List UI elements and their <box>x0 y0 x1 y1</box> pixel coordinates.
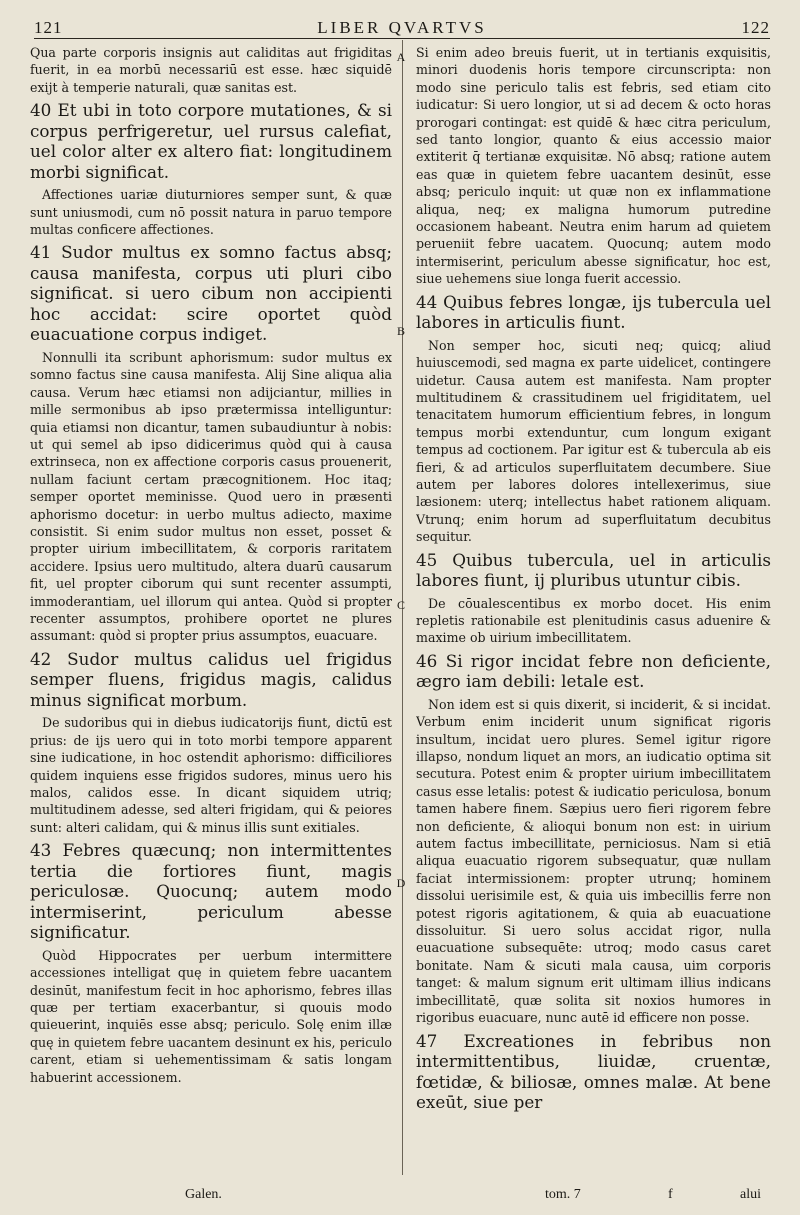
commentary-45: De cōualescentibus ex morbo docet. His enim repletis rationabile est plenitudinis casus aduenire & maxime ob uirium imbecillitatem. <box>416 595 771 646</box>
aphorism-44: 44 Quibus febres longæ, ijs tubercula uel labores in articulis fiunt. <box>416 291 771 333</box>
aphorism-42: 42 Sudor multus calidus uel frigidus semper fluens, frigidus magis, calidus minus significat morbum. <box>30 648 392 710</box>
margin-letter-b: B <box>396 324 405 338</box>
aphorism-40: 40 Et ubi in toto corpore mutationes, & si corpus perfrigeretur, uel rursus calefiat, uel color alter ex altero fiat: longitudinem morbi significat. <box>30 100 392 182</box>
running-title: LIBER QVARTVS <box>317 18 487 37</box>
commentary-42: De sudoribus qui in diebus iudicatorijs fiunt, dictū est prius: de ijs uero qui in toto morbi tempore apparent sine iudicatione, in hoc ostendit aphorismo: difficiliores quidem inquiens esse frigidos sudores, minus uero his malos, calidos esse. In dicant siquidem utriq; multitudinem adesse, sed alteri frigidam, qui & peiores sunt: alteri calidam, qui & minus illis sunt exitiales. <box>30 715 392 835</box>
signature-letter: f <box>668 1187 673 1202</box>
right-column <box>416 44 771 1173</box>
running-header <box>34 18 770 39</box>
commentary-46: Non idem est si quis dixerit, si inciderit, & si incidat. Verbum enim inciderit unum significat rigoris insultum, incidat uero plures. Semel igitur rigore illapso, nondum liquet an mors, an iudicatio optima sit secutura. Potest enim & propter uirium imbecillitatem casus esse letalis: potest & iudicatio periculosa, bonum tamen habere finem. Sæpius uero fieri rigorem febre non deficiente, & alioqui bonum non est: in uirium autem factus imbecillitate, perniciosus. Nam si etiā aliqua euacuatio rigorem subsequatur, quæ nullam faciat intermissionem: propter utrunq; hominem dissolui uerisimile est, & quia uis imbecillis ferre non potest rigoris agitationem, & quia ab euacuatione dissoluitur. Si uero solus accidat rigor, nulla euacuatione subsequēte: utroq; modo casus caret bonitate. Nam & sicuti mala causa, uim corporis tanget: & malum signum erit ultimam illius indicans imbecillitatē, quæ solita sit noxios humores in rigoribus euacuare, nunc autē id efficere non posse. <box>416 696 771 1026</box>
left-column <box>30 44 392 1173</box>
aphorism-43: 43 Febres quæcunq; non intermittentes tertia die fortiores fiunt, magis periculosæ. Quocunq; autem modo intermiserint, periculum abesse significatur. <box>30 840 392 943</box>
continued-commentary: Qua parte corporis insignis aut caliditas aut frigiditas fuerit, in ea morbū necessariū est esse. hæc siquidē exijt à temperie naturali, quæ sanitas est. <box>30 45 392 95</box>
margin-letter-d: D <box>396 876 406 890</box>
page-number-right: 122 <box>741 18 770 37</box>
aphorism-41: 41 Sudor multus ex somno factus absq; causa manifesta, corpus uti pluri cibo significat. si uero cibum non accipienti hoc accidat: scire oportet quòd euacuatione corpus indiget. <box>30 242 392 345</box>
margin-letter-a: A <box>396 50 406 64</box>
commentary-41: Nonnulli ita scribunt aphorismum: sudor multus ex somno factus sine causa manifesta. Alij Sine aliqua alia causa. Verum hæc etiamsi non adijciantur, millies in mille sermonibus ab ipso prætermissa intelliguntur: quia etiamsi non dicantur, tamen subaudiuntur à nobis: ut qui semel ab ipso didicerimus quòd qui à causa extrinseca, non ex affectione corporis casus prouenerit, nullam faciunt certam præcognitionem. Hoc itaq; semper oportet meminisse. Quod uero in præsenti aphorismo docetur: in uerbo multus adiecto, maxime consistit. Si enim sudor multus non esset, posset & propter uirium imbecillitatem, & corporis raritatem accidere. Ipsius uero multitudo, altera duarū causarum fit, uel propter ciborum qui sunt recenter assumpti, immoderantiam, uel illorum qui antea. Quòd si propter recenter assumptos, prohibere oportet ne plures assumant: quòd si propter prius assumptos, euacuare. <box>30 349 392 644</box>
catchword-right: alui <box>740 1187 761 1202</box>
commentary-43: Quòd Hippocrates per uerbum intermittere accessiones intelligat quę in quietem febre uacantem desinūt, manifestum fecit in hoc aphorismo, febres illas quæ per tertiam exacerbantur, si quouis modo quieuerint, inquiēs esse absq; periculo. Solę enim illæ quę in quietem febre uacantem desinunt ex his, periculo carent, etiam si uehementissimam & satis longam habuerint accessionem. <box>30 947 392 1085</box>
signature-mark: tom. 7 <box>545 1187 581 1202</box>
catchword-left: Galen. <box>185 1187 222 1202</box>
aphorism-45: 45 Quibus tubercula, uel in articulis labores fiunt, ij pluribus utuntur cibis. <box>416 549 771 591</box>
commentary-43-continued: Si enim adeo breuis fuerit, ut in tertianis exquisitis, minori duodenis horis tempore circunscripta: non modo sine periculo talis est febris, sed etiam cito iudicatur: Si uero longior, ut si ad decem & octo horas prorogari contingat: est quidē & hæc citra periculum, sed tanto longior, quanto & eius accessio maior extiterit q̄ tertianæ exquisitæ. Nō absq; ratione autem eas quæ in quietem febre uacantem desinūt, esse absq; periculo inquit: ut quæ non ex inflammatione aliqua, neq; ex maligna humorum putredine occasionem habeant. Neutra enim harum ad quietem perueniit febre uacatem. Quocunq; autem modo intermiserint, periculum abesse significatur, hoc est, siue uehemens siue longa fuerit accessio. <box>416 45 771 287</box>
page-number-left: 121 <box>34 18 63 37</box>
commentary-44: Non semper hoc, sicuti neq; quicq; aliud huiuscemodi, sed magna ex parte uidelicet, contingere uidetur. Causa autem est manifesta. Nam propter multitudinem & crassitudinem uel frigiditatem, uel tenacitatem humorum efficientium febres, in longum tempus morbi extenduntur, cum longum exigant tempus ad coctionem. Par igitur est & tubercula ab eis fieri, & ad articulos superfluitatem decumbere. Siue autem per labores dolores intellexerimus, siue læsionem: uterq; intellectus habet rationem aliquam. Vtrunq; enim horum ad superfluitatum decubitus sequitur. <box>416 337 771 545</box>
aphorism-46: 46 Si rigor incidat febre non deficiente, ægro iam debili: letale est. <box>416 650 771 692</box>
commentary-40: Affectiones uariæ diuturniores semper sunt, & quæ sunt uniusmodi, cum nō possit natura in paruo tempore multas conficere affectiones. <box>30 187 392 238</box>
margin-letter-c: C <box>396 598 405 612</box>
aphorism-47: 47 Excreationes in febribus non intermittentibus, liuidæ, cruentæ, fœtidæ, & biliosæ, omnes malæ. At bene exeūt, siue per <box>416 1030 771 1112</box>
